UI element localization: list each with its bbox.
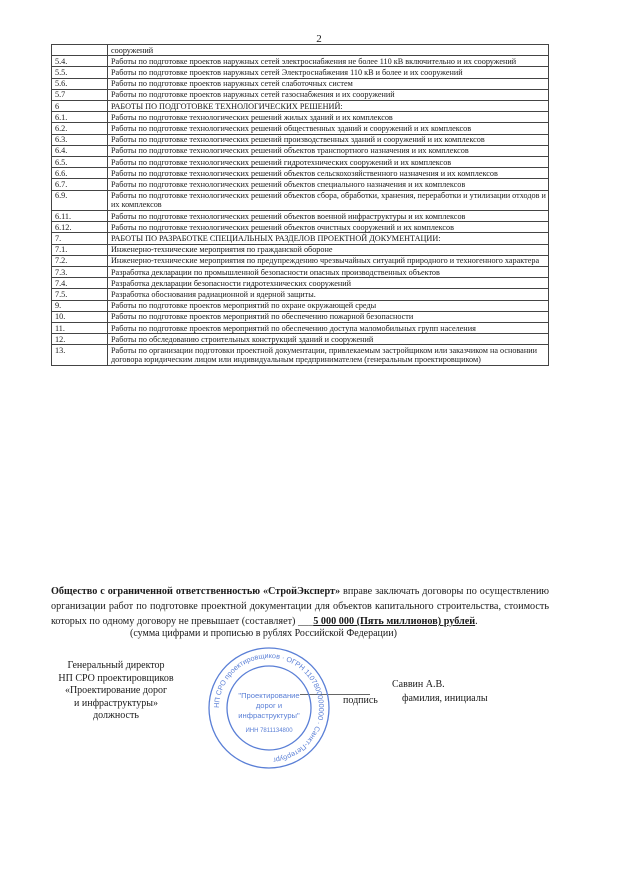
row-code: 7.5. — [52, 289, 108, 300]
row-text: Работы по подготовке технологических решений гидротехнических сооружений и их комплексов — [108, 157, 549, 168]
row-text: Разработка обоснования радиационной и ядерной защиты. — [108, 289, 549, 300]
row-text: Работы по обследованию строительных конструкций зданий и сооружений — [108, 334, 549, 345]
organization-seal — [207, 646, 331, 770]
row-code: 13. — [52, 345, 108, 365]
table-row — [52, 211, 549, 222]
table-row — [52, 101, 549, 112]
row-text: Работы по подготовке проектов мероприятий по обеспечению пожарной безопасности — [108, 311, 549, 322]
row-text: Работы по подготовке технологических решений объектов сбора, обработки, хранения, переработки и утилизации отходов и их комплексов — [108, 190, 549, 210]
row-code: 7.4. — [52, 278, 108, 289]
statement-end: . — [475, 616, 478, 627]
row-code: 6.4. — [52, 145, 108, 156]
row-code: 7.2. — [52, 255, 108, 266]
row-text: Работы по подготовке технологических решений объектов транспортного назначения и их комплексов — [108, 145, 549, 156]
row-code: 7. — [52, 233, 108, 244]
row-text: Работы по подготовке технологических решений объектов военной инфраструктуры и их комплексов — [108, 211, 549, 222]
row-code: 6.9. — [52, 190, 108, 210]
table-row — [52, 278, 549, 289]
row-code: 6.1. — [52, 112, 108, 123]
statement-text: вправе заключать договоры по осуществлению организации работ по подготовке проектной документации для объектов капитального строительства, стоимость которых по одному договору не превышает (составляет) — [51, 586, 550, 627]
position-line-1: Генеральный директор — [67, 660, 165, 671]
permission-statement — [51, 584, 549, 629]
row-code: 6.11. — [52, 211, 108, 222]
table-row — [52, 145, 549, 156]
table-row — [52, 45, 549, 56]
row-code: 6.7. — [52, 179, 108, 190]
row-text: Инженерно-технические мероприятия по гражданской обороне — [108, 244, 549, 255]
row-text: Разработка декларации безопасности гидротехнических сооружений — [108, 278, 549, 289]
table-row — [52, 112, 549, 123]
row-code: 11. — [52, 323, 108, 334]
row-text: Работы по подготовке технологических решений объектов сельскохозяйственного назначения и их комплексов — [108, 168, 549, 179]
row-code: 5.4. — [52, 56, 108, 67]
table-row — [52, 134, 549, 145]
position-label: должность — [93, 710, 139, 721]
table-row — [52, 67, 549, 78]
table-row — [52, 334, 549, 345]
table-row — [52, 345, 549, 365]
row-code: 5.5. — [52, 67, 108, 78]
row-code: 6.12. — [52, 222, 108, 233]
seal-center-line-2: дорог и — [255, 701, 283, 710]
table-row — [52, 323, 549, 334]
row-text: Работы по подготовке технологических решений производственных зданий и сооружений и их комплексов — [108, 134, 549, 145]
row-text: Инженерно-технические мероприятия по предупреждению чрезвычайных ситуаций природного и техногенного характера — [108, 255, 549, 266]
row-text: РАБОТЫ ПО ПОДГОТОВКЕ ТЕХНОЛОГИЧЕСКИХ РЕШЕНИЙ: — [108, 101, 549, 112]
work-types-table — [51, 44, 549, 366]
signatory-name: Саввин А.В. — [392, 679, 445, 690]
row-text: Разработка декларации по промышленной безопасности опасных производственных объектов — [108, 267, 549, 278]
seal-inn: ИНН 7811134800 — [245, 728, 293, 734]
row-text: Работы по подготовке проектов мероприятий по обеспечению доступа маломобильных групп населения — [108, 323, 549, 334]
row-text: Работы по подготовке технологических решений жилых зданий и их комплексов — [108, 112, 549, 123]
row-code: 7.3. — [52, 267, 108, 278]
table-row — [52, 311, 549, 322]
row-text: РАБОТЫ ПО РАЗРАБОТКЕ СПЕЦИАЛЬНЫХ РАЗДЕЛОВ ПРОЕКТНОЙ ДОКУМЕНТАЦИИ: — [108, 233, 549, 244]
seal-image — [207, 646, 331, 770]
row-code: 6.6. — [52, 168, 108, 179]
row-code: 6.5. — [52, 157, 108, 168]
seal-center-line-1: "Проектирование — [238, 691, 300, 700]
row-text: сооружений — [108, 45, 549, 56]
table-row — [52, 123, 549, 134]
row-code: 7.1. — [52, 244, 108, 255]
name-label: фамилия, инициалы — [402, 693, 488, 704]
row-code: 6.2. — [52, 123, 108, 134]
table-row — [52, 78, 549, 89]
table-row — [52, 289, 549, 300]
table-row — [52, 233, 549, 244]
row-code: 9. — [52, 300, 108, 311]
organization-name: Общество с ограниченной ответственностью «СтройЭксперт» — [51, 586, 341, 597]
amount-hint: (сумма цифрами и прописью в рублях Российской Федерации) — [130, 628, 397, 639]
signatory-position — [46, 660, 186, 723]
row-text: Работы по подготовке проектов наружных сетей электроснабжения не более 110 кВ включительно и их сооружений — [108, 56, 549, 67]
row-code: 6.3. — [52, 134, 108, 145]
table-row — [52, 56, 549, 67]
position-line-4: и инфраструктуры» — [74, 697, 158, 709]
row-text: Работы по подготовке технологических решений объектов специального назначения и их комплексов — [108, 179, 549, 190]
table-row — [52, 300, 549, 311]
row-code: 6 — [52, 101, 108, 112]
table-row — [52, 267, 549, 278]
row-code: 5.6. — [52, 78, 108, 89]
signature-label: подпись — [343, 695, 378, 706]
row-text: Работы по подготовке проектов наружных сетей Электроснабжения 110 кВ и более и их сооружений — [108, 67, 549, 78]
row-text: Работы по подготовке технологических решений объектов очистных сооружений и их комплексов — [108, 222, 549, 233]
position-line-3: «Проектирование дорог — [64, 685, 168, 696]
position-line-2: НП СРО проектировщиков — [58, 672, 174, 684]
table-row — [52, 179, 549, 190]
table-row — [52, 255, 549, 266]
table-row — [52, 157, 549, 168]
row-text: Работы по подготовке проектов мероприятий по охране окружающей среды — [108, 300, 549, 311]
table-row — [52, 190, 549, 210]
row-code: 10. — [52, 311, 108, 322]
seal-center-line-3: инфраструктуры" — [238, 711, 300, 720]
row-text: Работы по организации подготовки проектной документации, привлекаемым застройщиком или заказчиком на основании договора юридическим лицом или индивидуальным предпринимателем (генеральным проектировщиком) — [108, 345, 549, 365]
amount-prefix: ___ — [298, 616, 314, 627]
table-row — [52, 168, 549, 179]
table-row — [52, 222, 549, 233]
row-code: 5.7 — [52, 89, 108, 100]
row-text: Работы по подготовке технологических решений общественных зданий и сооружений и их комплексов — [108, 123, 549, 134]
contract-amount: 5 000 000 (Пять миллионов) рублей — [313, 616, 476, 627]
table-row — [52, 244, 549, 255]
seal-ring-text: НП СРО проектировщиков · ОГРН 1107800000000 · Санкт-Петербург — [211, 650, 327, 765]
row-code: 12. — [52, 334, 108, 345]
row-text: Работы по подготовке проектов наружных сетей газоснабжения и их сооружений — [108, 89, 549, 100]
row-code — [52, 45, 108, 56]
table-row — [52, 89, 549, 100]
page-number: 2 — [316, 33, 322, 45]
row-text: Работы по подготовке проектов наружных сетей слаботочных систем — [108, 78, 549, 89]
